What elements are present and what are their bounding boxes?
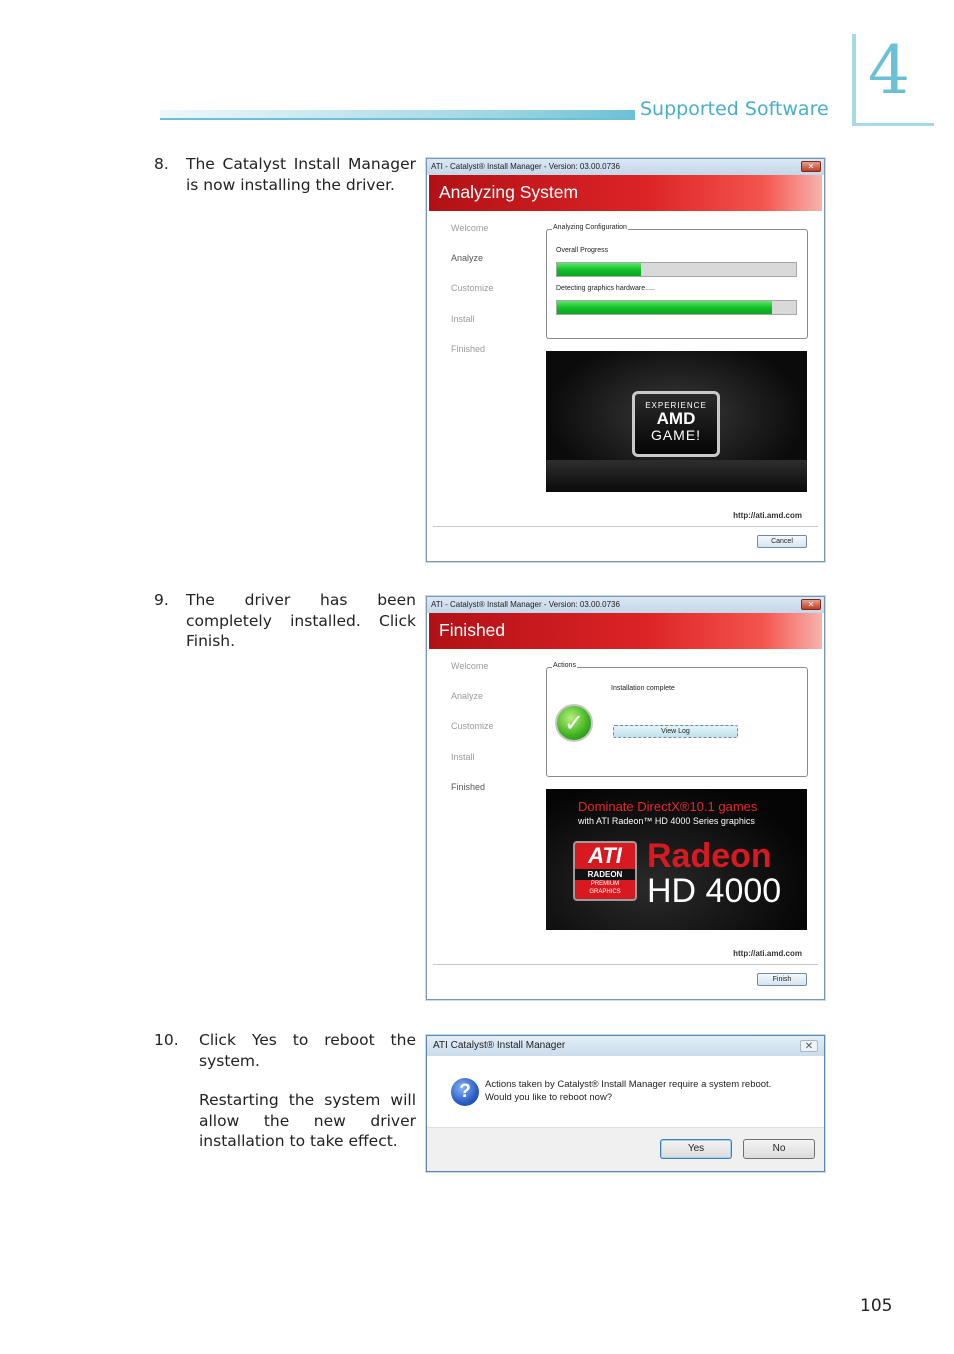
step-8: [154, 154, 416, 224]
separator: [433, 964, 818, 965]
dialog-message: [485, 1078, 771, 1104]
banner: [429, 613, 822, 649]
step-text: The Catalyst Install Manager is now installing the driver.: [186, 155, 416, 194]
installer-window-finished: [426, 596, 825, 1000]
nav-finished: Finished: [451, 782, 486, 792]
no-button[interactable]: No: [743, 1139, 815, 1159]
ad-line2: AMD: [656, 409, 696, 428]
section-title: Supported Software: [640, 98, 829, 120]
installer-window-analyzing: [426, 158, 825, 562]
separator: [433, 526, 818, 527]
ad-line3: GAME!: [650, 427, 702, 443]
ad-hd4000: HD 4000: [647, 872, 782, 910]
status-text: Installation complete: [611, 685, 675, 692]
overall-progress-fill: [557, 263, 641, 276]
step-number: 8.: [154, 155, 169, 173]
ati-radeon-logo: [573, 841, 637, 901]
step-text: The driver has been completely installed. Click Finish.: [186, 591, 416, 650]
detect-progress-bar: [556, 300, 797, 315]
ad-radeon: Radeon: [647, 837, 772, 875]
amd-ad: [546, 351, 807, 492]
group-title: Actions: [553, 662, 576, 669]
nav-finished: Finished: [451, 344, 486, 354]
close-icon[interactable]: ✕: [800, 1040, 818, 1052]
analyzing-group: [546, 224, 808, 339]
view-log-button[interactable]: View Log: [613, 725, 738, 738]
nav-analyze: Analyze: [451, 253, 484, 263]
nav-welcome: Welcome: [451, 223, 489, 233]
chapter-number: 4: [868, 32, 910, 109]
ad-line1: Dominate DirectX®10.1 games: [578, 799, 758, 814]
page-number: 105: [860, 1296, 893, 1316]
banner-title: Finished: [439, 620, 506, 640]
window-titlebar: ATI - Catalyst® Install Manager - Version: 03.00.0736: [427, 159, 824, 175]
step-number: 10.: [154, 1031, 179, 1049]
checkmark-icon: ✓: [555, 704, 593, 742]
badge-premium: PREMIUM GRAPHICS: [589, 881, 621, 895]
amd-logo: [632, 391, 720, 457]
question-icon: ?: [451, 1078, 479, 1106]
banner-title: Analyzing System: [439, 182, 579, 202]
reboot-dialog: [426, 1035, 825, 1172]
badge-radeon: RADEON: [575, 869, 635, 880]
finish-button[interactable]: Finish: [757, 973, 807, 986]
step-9: [154, 590, 416, 660]
nav-install: Install: [451, 314, 475, 324]
yes-button[interactable]: Yes: [660, 1139, 732, 1159]
detect-label: Detecting graphics hardware.....: [556, 285, 655, 292]
nav-customize: Customize: [451, 283, 494, 293]
actions-group: [546, 662, 808, 777]
close-icon[interactable]: ✕: [801, 599, 821, 610]
detect-progress-fill: [557, 301, 772, 314]
overall-progress-label: Overall Progress: [556, 247, 609, 254]
group-title: Analyzing Configuration: [553, 224, 627, 231]
nav-analyze: Analyze: [451, 691, 484, 701]
overall-progress-bar: [556, 262, 797, 277]
ad-line2: with ATI Radeon™ HD 4000 Series graphics: [578, 816, 755, 826]
url-link[interactable]: http://ati.amd.com: [733, 511, 802, 520]
window-titlebar: ATI - Catalyst® Install Manager - Version: 03.00.0736: [427, 597, 824, 613]
step-10: [154, 1030, 416, 1160]
banner: [429, 175, 822, 211]
header-rule: [160, 110, 635, 120]
cancel-button[interactable]: Cancel: [757, 535, 807, 548]
radeon-ad: [546, 789, 807, 930]
message-line2: Would you like to reboot now?: [485, 1092, 613, 1103]
nav-welcome: Welcome: [451, 661, 489, 671]
close-icon[interactable]: ✕: [801, 161, 821, 172]
step-text: Click Yes to reboot the system.: [199, 1031, 416, 1070]
step-number: 9.: [154, 591, 169, 609]
step-text-2: Restarting the system will allow the new driver installation to take effect.: [199, 1091, 416, 1150]
url-link[interactable]: http://ati.amd.com: [733, 949, 802, 958]
dialog-title: ATI Catalyst® Install Manager: [427, 1036, 824, 1056]
badge-ati: ATI: [588, 843, 622, 868]
nav-customize: Customize: [451, 721, 494, 731]
nav-install: Install: [451, 752, 475, 762]
ad-floor: [546, 460, 807, 492]
message-line1: Actions taken by Catalyst® Install Manager require a system reboot.: [485, 1079, 772, 1090]
ad-line1: EXPERIENCE: [645, 401, 707, 410]
